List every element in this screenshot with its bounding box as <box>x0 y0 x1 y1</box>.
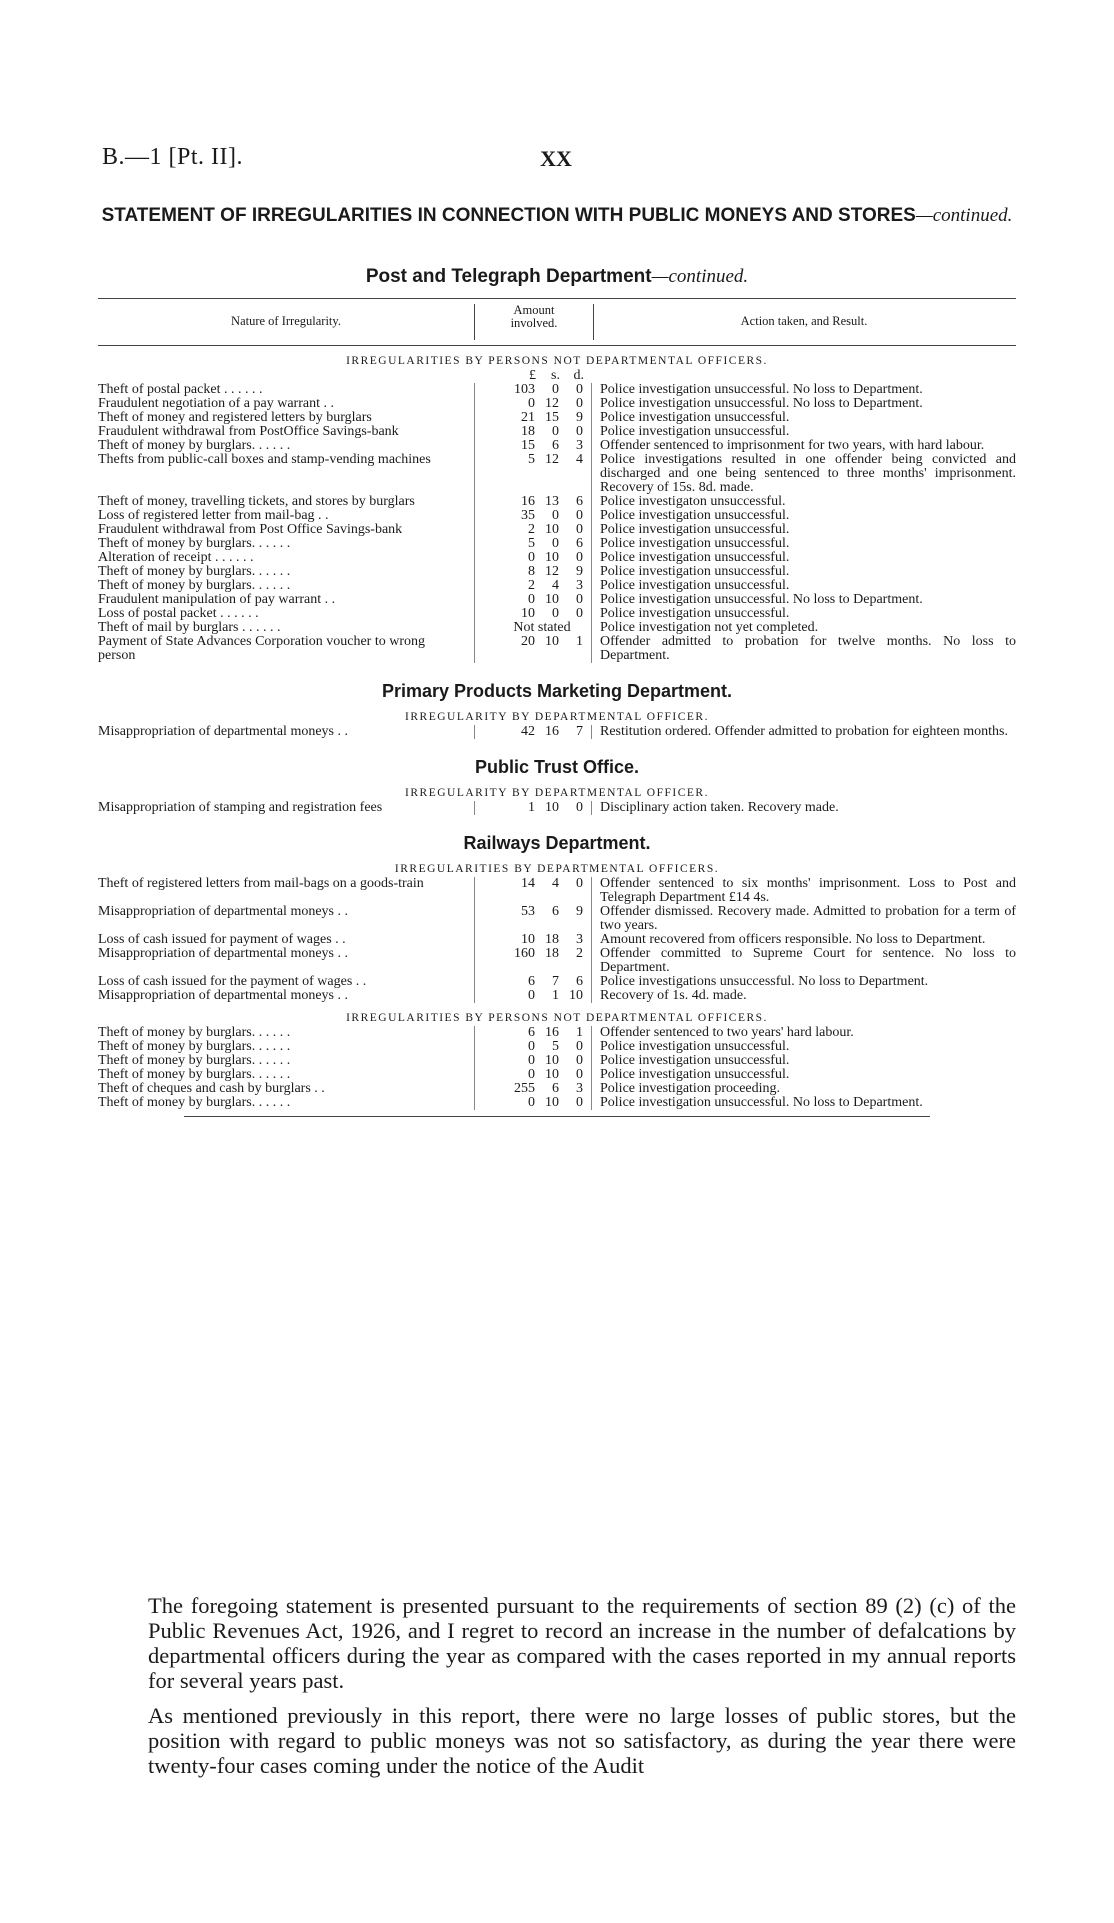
amount-involved <box>474 1026 592 1040</box>
action-result: Police investigation unsuccessful. No loss to Department. <box>600 396 923 411</box>
action-result: Police investigation unsuccessful. No loss to Department. <box>600 592 923 607</box>
amount-shillings: 10 <box>545 1067 559 1082</box>
table-row <box>98 565 1016 579</box>
amount-involved <box>474 801 592 815</box>
amount-shillings: 18 <box>545 946 559 961</box>
amount-involved <box>474 635 592 663</box>
amount-pounds: 2 <box>528 578 535 593</box>
currency-header-row <box>98 369 1016 383</box>
irregularity-nature: Theft of cheques and cash by burglars . . <box>98 1081 325 1096</box>
irregularity-nature: Misappropriation of departmental moneys . . <box>98 946 348 961</box>
table-row <box>98 975 1016 989</box>
action-result: Offender admitted to probation for twelve months. No loss to Department. <box>600 634 1016 663</box>
amount-shillings: 16 <box>545 724 559 739</box>
amount-pence: 4 <box>576 452 583 467</box>
amount-involved <box>474 877 592 905</box>
action-result: Offender committed to Supreme Court for sentence. No loss to Department. <box>600 946 1016 975</box>
amount-involved <box>474 579 592 593</box>
amount-pounds: 15 <box>521 438 535 453</box>
irregularity-nature: Misappropriation of stamping and registration fees <box>98 800 383 815</box>
table-row <box>98 579 1016 593</box>
action-result: Recovery of 1s. 4d. made. <box>600 988 747 1003</box>
amount-involved <box>474 397 592 411</box>
amount-pounds: 5 <box>528 536 535 551</box>
irregularity-nature: Loss of cash issued for the payment of wages . . <box>98 974 367 989</box>
action-result: Offender sentenced to imprisonment for two years, with hard labour. <box>600 438 985 453</box>
section-heading: IRREGULARITY BY DEPARTMENTAL OFFICER. <box>405 787 709 799</box>
irregularity-nature: Theft of money by burglars. . . . . . <box>98 536 291 551</box>
amount-pence: 3 <box>576 438 583 453</box>
action-result: Offender sentenced to two years' hard labour. <box>600 1025 854 1040</box>
table-row <box>98 1054 1016 1068</box>
action-result: Police investigation unsuccessful. <box>600 424 790 439</box>
table-column-headers <box>98 298 1016 346</box>
amount-pence: 0 <box>576 1067 583 1082</box>
table-row <box>98 523 1016 537</box>
column-header-nature: Nature of Irregularity. <box>231 314 341 328</box>
amount-shillings: 0 <box>552 382 559 397</box>
amount-pence: 0 <box>576 1053 583 1068</box>
irregularity-nature: Theft of money by burglars. . . . . . <box>98 438 291 453</box>
department-heading: Railways Department. <box>463 833 651 853</box>
amount-shillings: 10 <box>545 800 559 815</box>
table-row <box>98 1096 1016 1110</box>
table-row <box>98 509 1016 523</box>
action-result: Police investigations resulted in one offender being convicted and discharged and one being sentenced to three months' imprisonment. Recovery of 15s. 8d. made. <box>600 452 1016 495</box>
amount-shillings: 0 <box>552 606 559 621</box>
amount-pence: 0 <box>576 382 583 397</box>
column-header-action: Action taken, and Result. <box>740 314 868 328</box>
table-row <box>98 947 1016 975</box>
action-result: Police investigation unsuccessful. <box>600 564 790 579</box>
table-row <box>98 621 1016 635</box>
column-header-amount-line2: involved. <box>510 316 558 330</box>
table-end-rule <box>184 1116 930 1117</box>
amount-pounds: 10 <box>521 932 535 947</box>
action-result: Police investigation unsuccessful. <box>600 606 790 621</box>
amount-involved <box>474 621 592 635</box>
amount-pence: 0 <box>576 396 583 411</box>
table-sections <box>98 355 1016 1110</box>
action-result: Police investigation not yet completed. <box>600 620 819 635</box>
amount-shillings: 4 <box>552 578 559 593</box>
amount-involved <box>474 509 592 523</box>
amount-pence: 7 <box>576 724 583 739</box>
department-subtitle-continued: —continued. <box>651 266 749 287</box>
irregularity-nature: Theft of money, travelling tickets, and stores by burglars <box>98 494 415 509</box>
page-header <box>96 144 1016 174</box>
amount-pence: 6 <box>576 494 583 509</box>
irregularity-nature: Loss of postal packet . . . . . . <box>98 606 259 621</box>
irregularity-nature: Payment of State Advances Corporation voucher to wrong person <box>98 634 425 663</box>
irregularity-nature: Loss of registered letter from mail-bag . . <box>98 508 329 523</box>
action-result: Police investigation unsuccessful. <box>600 1067 790 1082</box>
amount-involved <box>474 565 592 579</box>
amount-pence: 0 <box>576 592 583 607</box>
amount-involved <box>474 523 592 537</box>
section-heading: IRREGULARITY BY DEPARTMENTAL OFFICER. <box>405 711 709 723</box>
table-row <box>98 593 1016 607</box>
amount-pence: 0 <box>576 606 583 621</box>
table-row <box>98 725 1016 739</box>
amount-shillings: 16 <box>545 1025 559 1040</box>
amount-shillings: 5 <box>552 1039 559 1054</box>
amount-pounds: 16 <box>521 494 535 509</box>
irregularity-nature: Alteration of receipt . . . . . . <box>98 550 254 565</box>
action-result: Police investigation unsuccessful. <box>600 508 790 523</box>
amount-shillings: 12 <box>545 452 559 467</box>
amount-shillings: 7 <box>552 974 559 989</box>
amount-pence: 10 <box>569 988 583 1003</box>
irregularity-nature: Theft of money by burglars. . . . . . <box>98 1095 291 1110</box>
table-row <box>98 495 1016 509</box>
irregularity-nature: Misappropriation of departmental moneys . . <box>98 988 348 1003</box>
amount-pounds: 0 <box>528 550 535 565</box>
amount-pounds: 20 <box>521 634 535 649</box>
amount-pounds: 0 <box>528 396 535 411</box>
page-number: XX <box>540 146 572 171</box>
amount-pounds: 21 <box>521 410 535 425</box>
document-reference: B.—1 [Pt. II]. <box>102 144 243 170</box>
amount-pounds: 42 <box>521 724 535 739</box>
table-row <box>98 453 1016 495</box>
amount-pounds: 0 <box>528 1039 535 1054</box>
amount-pounds: 0 <box>528 1095 535 1110</box>
amount-pounds: 35 <box>521 508 535 523</box>
amount-involved <box>474 905 592 933</box>
department-heading: Primary Products Marketing Department. <box>381 681 733 701</box>
statement-title <box>98 204 1016 227</box>
amount-involved <box>474 453 592 495</box>
amount-shillings: 0 <box>552 424 559 439</box>
action-result: Police investigation unsuccessful. No loss to Department. <box>600 382 923 397</box>
section-heading: IRREGULARITIES BY PERSONS NOT DEPARTMENTAL OFFICERS. <box>346 1012 768 1024</box>
irregularities-table <box>98 298 1016 1117</box>
table-row <box>98 607 1016 621</box>
amount-shillings: 12 <box>545 396 559 411</box>
amount-involved <box>474 551 592 565</box>
amount-involved <box>474 989 592 1003</box>
department-heading: Public Trust Office. <box>474 757 640 777</box>
amount-pounds: 53 <box>521 904 535 919</box>
amount-pounds: 255 <box>514 1081 535 1096</box>
column-header-amount <box>474 304 594 340</box>
amount-involved <box>474 1082 592 1096</box>
irregularity-nature: Theft of money by burglars. . . . . . <box>98 1039 291 1054</box>
irregularity-nature: Fraudulent withdrawal from Post Office Savings-bank <box>98 522 403 537</box>
amount-shillings: 1 <box>552 988 559 1003</box>
amount-shillings: 6 <box>552 1081 559 1096</box>
irregularity-nature: Thefts from public-call boxes and stamp-vending machines <box>98 452 431 467</box>
action-result: Police investigation unsuccessful. <box>600 536 790 551</box>
amount-involved <box>474 725 592 739</box>
amount-shillings: 10 <box>545 592 559 607</box>
irregularity-nature: Fraudulent negotiation of a pay warrant . . <box>98 396 334 411</box>
table-row <box>98 801 1016 815</box>
action-result: Amount recovered from officers responsible. No loss to Department. <box>600 932 986 947</box>
amount-involved <box>474 607 592 621</box>
amount-shillings: 12 <box>545 564 559 579</box>
amount-pence: 1 <box>576 634 583 649</box>
amount-pounds: 0 <box>528 592 535 607</box>
body-paragraph-2: As mentioned previously in this report, there were no large losses of public stores, but the position with regard to public moneys was not so satisfactory, as during the year there were twenty-four cases coming under the notice of the Audit <box>148 1703 1016 1778</box>
amount-involved <box>474 425 592 439</box>
amount-pence: 2 <box>576 946 583 961</box>
action-result: Police investigation unsuccessful. <box>600 578 790 593</box>
amount-pounds: 14 <box>521 876 535 891</box>
irregularity-nature: Misappropriation of departmental moneys . . <box>98 724 348 739</box>
table-row <box>98 411 1016 425</box>
table-row <box>98 1026 1016 1040</box>
amount-pounds: 1 <box>528 800 535 815</box>
irregularity-nature: Fraudulent withdrawal from PostOffice Savings-bank <box>98 424 399 439</box>
amount-shillings: 0 <box>552 536 559 551</box>
amount-pounds: 5 <box>528 452 535 467</box>
action-result: Police investigation unsuccessful. <box>600 550 790 565</box>
table-row <box>98 635 1016 663</box>
amount-pence: 0 <box>576 424 583 439</box>
amount-pence: 1 <box>576 1025 583 1040</box>
irregularity-nature: Theft of money by burglars. . . . . . <box>98 1053 291 1068</box>
action-result: Police investigations unsuccessful. No loss to Department. <box>600 974 929 989</box>
currency-shillings: s. <box>551 368 560 383</box>
amount-pounds: 103 <box>514 382 535 397</box>
amount-involved <box>474 439 592 453</box>
irregularity-nature: Theft of money by burglars. . . . . . <box>98 1025 291 1040</box>
table-row <box>98 1082 1016 1096</box>
amount-shillings: 10 <box>545 522 559 537</box>
action-result: Police investigation unsuccessful. <box>600 410 790 425</box>
amount-involved <box>474 1068 592 1082</box>
amount-pence: 0 <box>576 508 583 523</box>
amount-pence: 9 <box>576 410 583 425</box>
table-row <box>98 877 1016 905</box>
department-subtitle-main: Post and Telegraph Department <box>365 266 652 287</box>
amount-pence: 9 <box>576 904 583 919</box>
amount-shillings: 6 <box>552 438 559 453</box>
table-row <box>98 1068 1016 1082</box>
department-subtitle <box>0 266 1114 288</box>
action-result: Police investigation unsuccessful. <box>600 1039 790 1054</box>
amount-pounds: 10 <box>521 606 535 621</box>
action-result: Disciplinary action taken. Recovery made. <box>600 800 839 815</box>
amount-pence: 3 <box>576 578 583 593</box>
table-row <box>98 397 1016 411</box>
irregularity-nature: Theft of registered letters from mail-bags on a goods-train <box>98 876 424 891</box>
table-row <box>98 933 1016 947</box>
irregularity-nature: Fraudulent manipulation of pay warrant . . <box>98 592 336 607</box>
amount-involved <box>474 1096 592 1110</box>
amount-pounds: 160 <box>514 946 535 961</box>
action-result: Offender sentenced to six months' imprisonment. Loss to Post and Telegraph Department £14 4s. <box>600 876 1016 905</box>
amount-pounds: 6 <box>528 1025 535 1040</box>
section-heading: IRREGULARITIES BY DEPARTMENTAL OFFICERS. <box>394 863 720 875</box>
statement-title-main: STATEMENT OF IRREGULARITIES IN CONNECTION WITH PUBLIC MONEYS AND STORES <box>101 205 916 226</box>
amount-shillings: 10 <box>545 550 559 565</box>
action-result: Police investigation unsuccessful. No loss to Department. <box>600 1095 923 1110</box>
table-row <box>98 383 1016 397</box>
amount-shillings: 15 <box>545 410 559 425</box>
amount-pence: 0 <box>576 522 583 537</box>
irregularity-nature: Theft of money by burglars. . . . . . <box>98 1067 291 1082</box>
amount-involved <box>474 383 592 397</box>
amount-pence: 3 <box>576 1081 583 1096</box>
irregularity-nature: Theft of money by burglars. . . . . . <box>98 564 291 579</box>
table-row <box>98 1040 1016 1054</box>
amount-involved <box>474 975 592 989</box>
body-paragraph-1: The foregoing statement is presented pursuant to the requirements of section 89 (2) (c) of the Public Revenues Act, 1926, and I regret to record an increase in the number of defalcations by departmental officers during the year as compared with the cases reported in my annual reports for several years past. <box>148 1593 1016 1693</box>
currency-pounds: £ <box>529 368 536 383</box>
amount-pounds: 2 <box>528 522 535 537</box>
amount-pence: 6 <box>576 974 583 989</box>
amount-involved <box>474 593 592 607</box>
amount-shillings: 13 <box>545 494 559 509</box>
action-result: Police investigaton unsuccessful. <box>600 494 786 509</box>
amount-pence: 0 <box>576 1095 583 1110</box>
action-result: Police investigation unsuccessful. <box>600 1053 790 1068</box>
amount-pence: 0 <box>576 1039 583 1054</box>
amount-pounds: 0 <box>528 988 535 1003</box>
amount-pounds: 0 <box>528 1053 535 1068</box>
irregularity-nature: Theft of money and registered letters by burglars <box>98 410 372 425</box>
amount-shillings: 10 <box>545 634 559 649</box>
amount-pence: 0 <box>576 550 583 565</box>
amount-pence: 6 <box>576 536 583 551</box>
amount-pence: 0 <box>576 800 583 815</box>
irregularity-nature: Theft of money by burglars. . . . . . <box>98 578 291 593</box>
table-row <box>98 905 1016 933</box>
table-row <box>98 439 1016 453</box>
amount-pounds: 6 <box>528 974 535 989</box>
action-result: Offender dismissed. Recovery made. Admitted to probation for a term of two years. <box>600 904 1016 933</box>
amount-pounds: 0 <box>528 1067 535 1082</box>
irregularity-nature: Loss of cash issued for payment of wages . . <box>98 932 346 947</box>
statement-title-continued: —continued. <box>915 205 1013 226</box>
action-result: Restitution ordered. Offender admitted to probation for eighteen months. <box>600 724 1008 739</box>
amount-involved <box>474 495 592 509</box>
amount-shillings: 10 <box>545 1053 559 1068</box>
irregularity-nature: Theft of postal packet . . . . . . <box>98 382 263 397</box>
amount-shillings: 18 <box>545 932 559 947</box>
amount-involved <box>474 947 592 975</box>
amount-pounds: 18 <box>521 424 535 439</box>
irregularity-nature: Theft of mail by burglars . . . . . . <box>98 620 281 635</box>
amount-involved <box>474 1040 592 1054</box>
table-row <box>98 425 1016 439</box>
amount-pence: 0 <box>576 876 583 891</box>
amount-involved <box>474 411 592 425</box>
action-result: Police investigation unsuccessful. <box>600 522 790 537</box>
column-header-amount-line1: Amount <box>513 303 555 317</box>
amount-involved <box>474 933 592 947</box>
amount-involved <box>474 537 592 551</box>
amount-pounds: 8 <box>528 564 535 579</box>
amount-shillings: 6 <box>552 904 559 919</box>
amount-not-stated: Not stated <box>513 620 571 635</box>
action-result: Police investigation proceeding. <box>600 1081 781 1096</box>
table-row <box>98 551 1016 565</box>
amount-pence: 9 <box>576 564 583 579</box>
section-heading: IRREGULARITIES BY PERSONS NOT DEPARTMENTAL OFFICERS. <box>346 355 768 367</box>
irregularity-nature: Misappropriation of departmental moneys . . <box>98 904 348 919</box>
amount-involved <box>474 1054 592 1068</box>
amount-shillings: 4 <box>552 876 559 891</box>
table-row <box>98 537 1016 551</box>
amount-shillings: 10 <box>545 1095 559 1110</box>
currency-pence: d. <box>573 368 584 383</box>
table-row <box>98 989 1016 1003</box>
amount-shillings: 0 <box>552 508 559 523</box>
amount-pence: 3 <box>576 932 583 947</box>
